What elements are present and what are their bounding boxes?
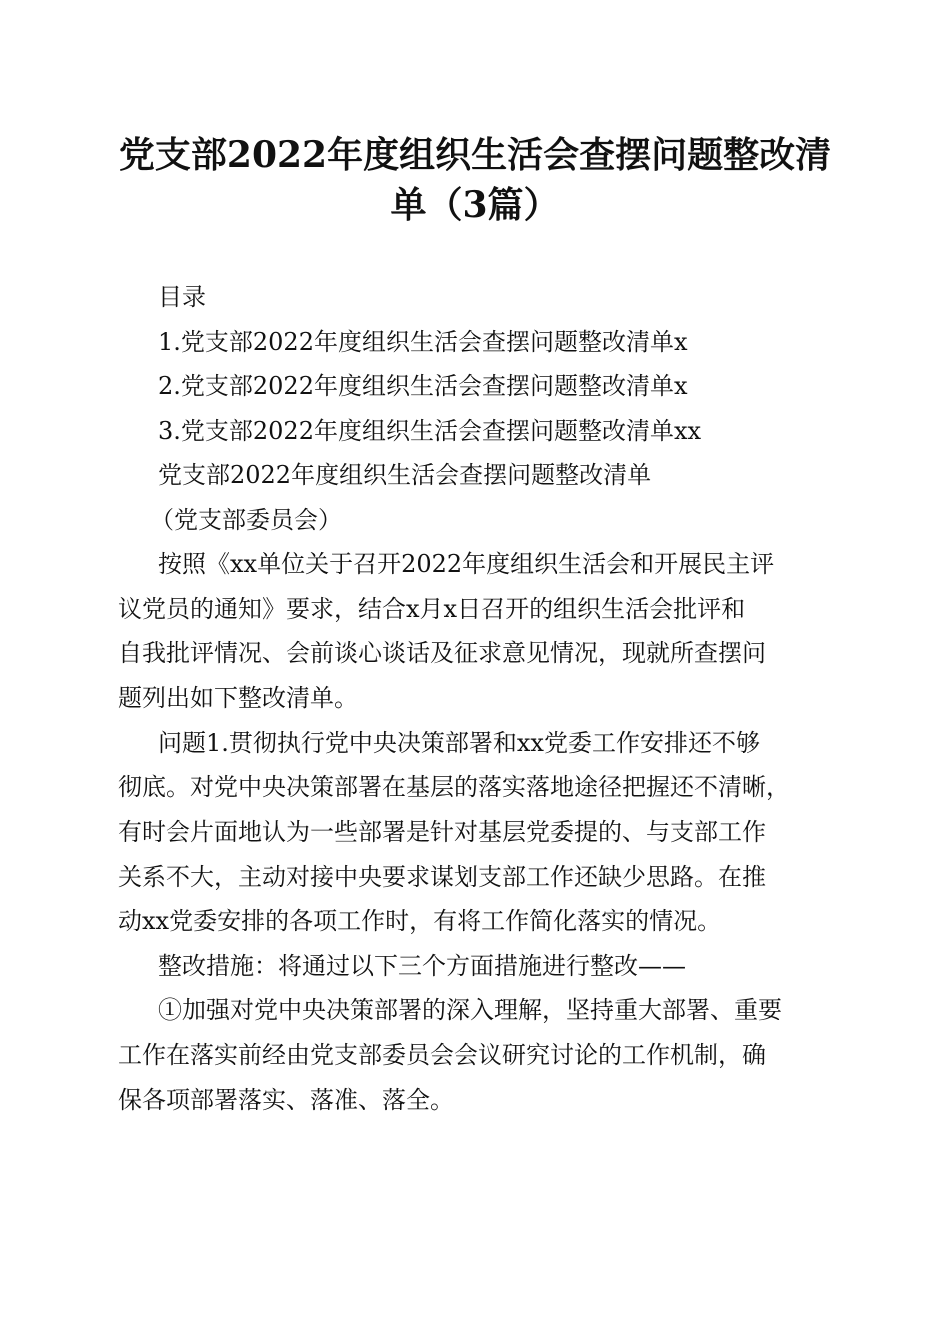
problem1-line-4: 关系不大，主动对接中央要求谋划支部工作还缺少思路。在推 — [118, 863, 766, 891]
toc-item-2: 2.党支部2022年度组织生活会查摆问题整改清单x — [158, 372, 688, 400]
toc-item-3: 3.党支部2022年度组织生活会查摆问题整改清单xx — [158, 417, 702, 445]
intro-line-4: 题列出如下整改清单。 — [118, 684, 358, 712]
problem1-line-2: 彻底。对党中央决策部署在基层的落实落地途径把握还不清晰， — [118, 773, 790, 801]
title-line-1: 党支部2022年度组织生活会查摆问题整改清 — [118, 134, 832, 176]
intro-line-3: 自我批评情况、会前谈心谈话及征求意见情况，现就所查摆问 — [118, 639, 766, 667]
problem1-line-3: 有时会片面地认为一些部署是针对基层党委提的、与支部工作 — [118, 818, 766, 846]
problem1-line-5: 动xx党委安排的各项工作时，有将工作简化落实的情况。 — [118, 907, 722, 935]
measure1-line-1: ①加强对党中央决策部署的深入理解，坚持重大部署、重要 — [158, 996, 782, 1024]
measure1-line-3: 保各项部署落实、落准、落全。 — [118, 1086, 454, 1114]
toc-heading: 目录 — [158, 283, 206, 311]
measure1-line-2: 工作在落实前经由党支部委员会会议研究讨论的工作机制，确 — [118, 1041, 766, 1069]
section-title: 党支部2022年度组织生活会查摆问题整改清单 — [158, 461, 652, 489]
intro-line-2: 议党员的通知》要求，结合x月x日召开的组织生活会批评和 — [118, 595, 746, 623]
measures-heading: 整改措施：将通过以下三个方面措施进行整改—— — [158, 952, 686, 980]
toc-item-1: 1.党支部2022年度组织生活会查摆问题整改清单x — [158, 328, 688, 356]
problem1-line-1: 问题1.贯彻执行党中央决策部署和xx党委工作安排还不够 — [158, 729, 760, 757]
title-line-2: 单（3篇） — [390, 184, 560, 226]
document-title — [110, 130, 840, 230]
issuer-line: （党支部委员会） — [150, 506, 342, 534]
intro-line-1: 按照《xx单位关于召开2022年度组织生活会和开展民主评 — [158, 550, 775, 578]
